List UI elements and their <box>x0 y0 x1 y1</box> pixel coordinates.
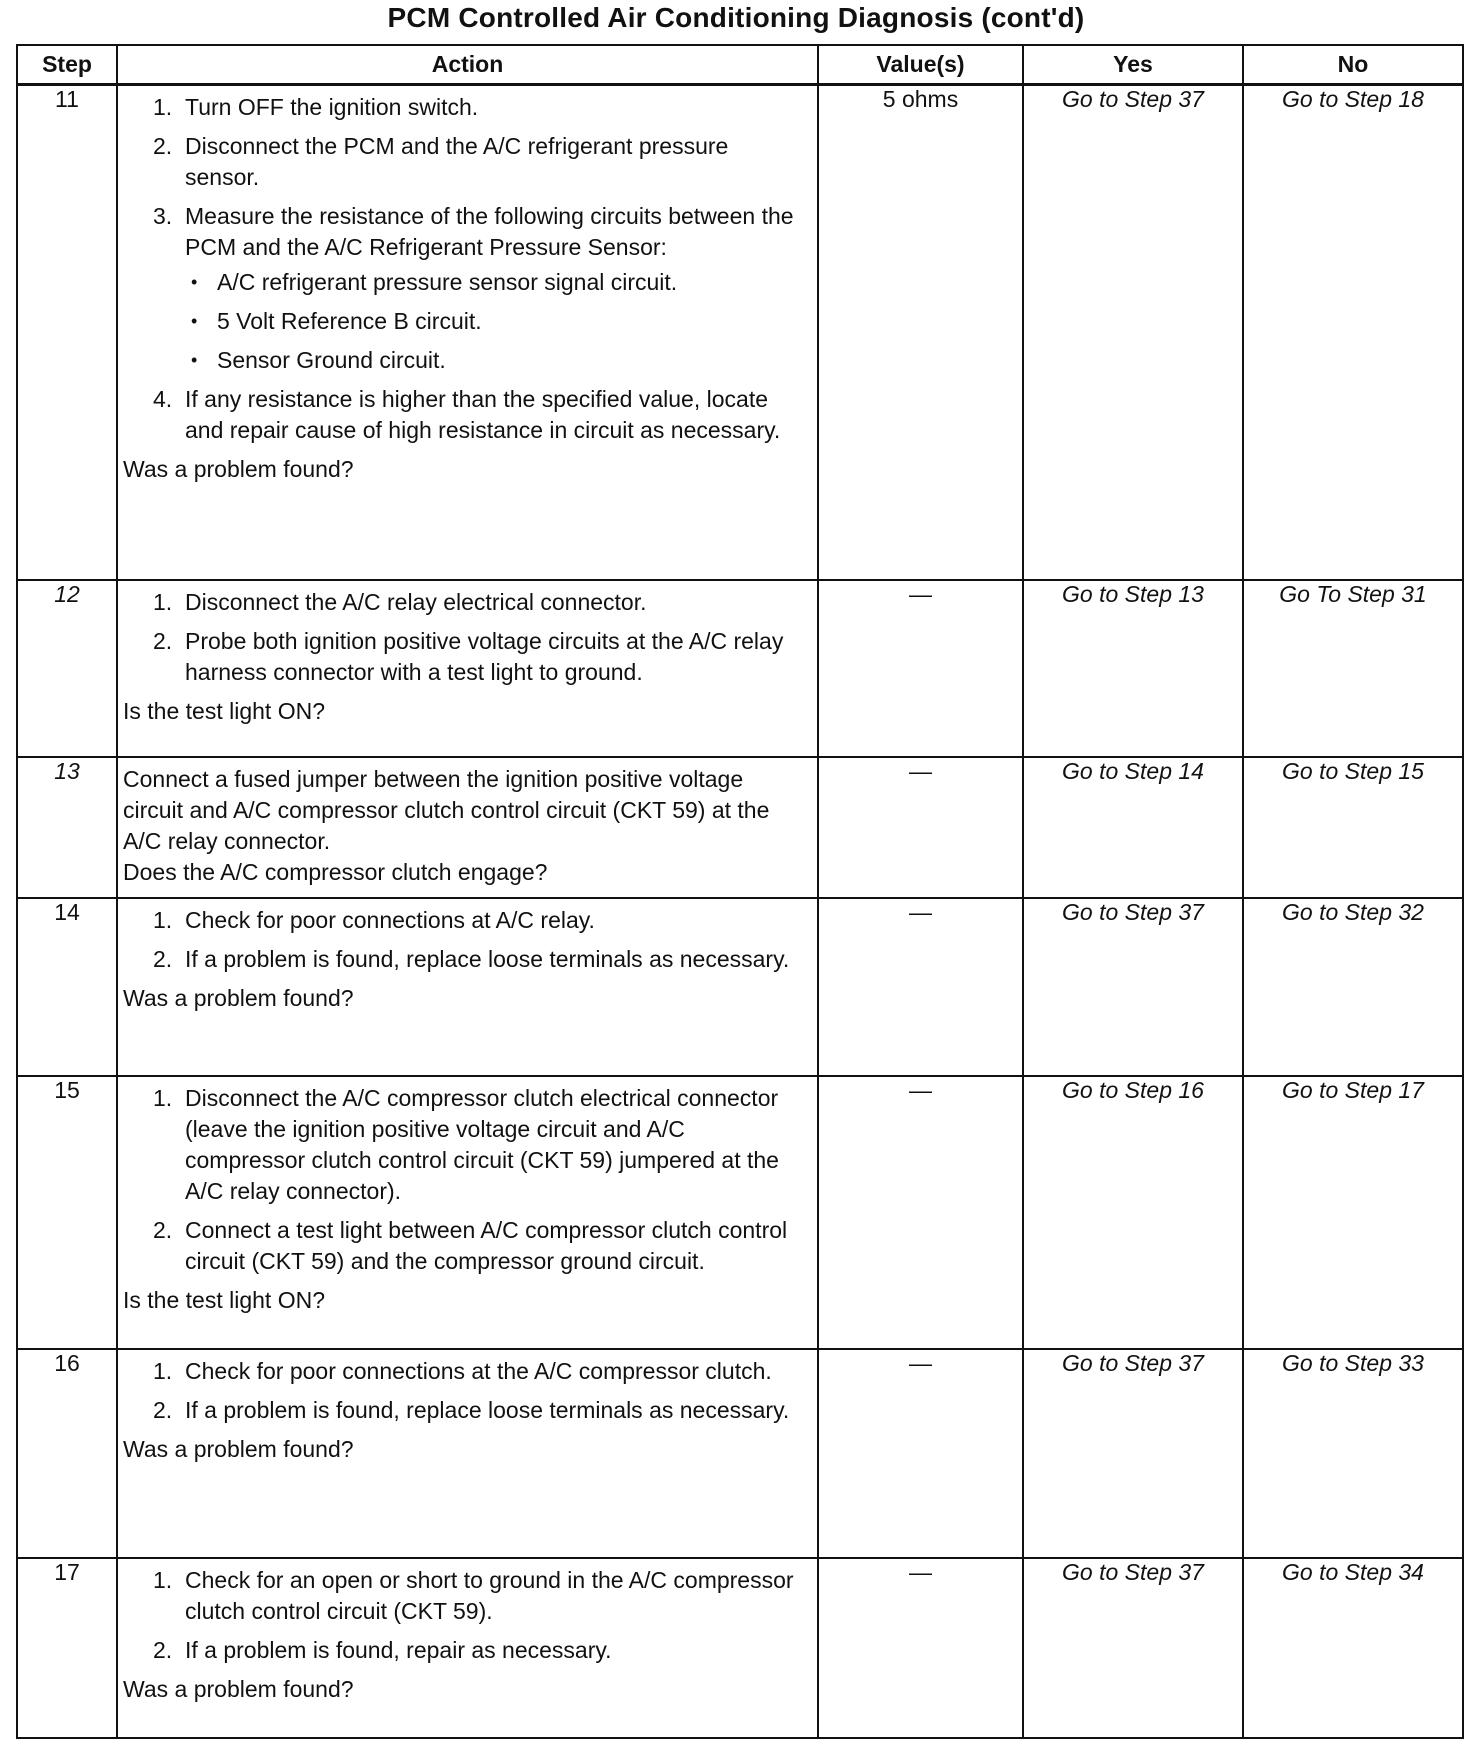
header-no: No <box>1243 45 1463 85</box>
action-question: Was a problem found? <box>123 1675 354 1702</box>
no-cell: Go to Step 18 <box>1243 85 1463 580</box>
action-step: Disconnect the A/C relay electrical connector. <box>185 588 647 615</box>
action-steps <box>123 92 803 454</box>
value-cell: — <box>818 1558 1023 1738</box>
no-cell: Go to Step 15 <box>1243 757 1463 898</box>
table-row <box>17 757 1463 898</box>
action-cell <box>117 757 818 898</box>
action-step: If a problem is found, replace loose terminals as necessary. <box>185 1396 790 1423</box>
action-step: If a problem is found, replace loose terminals as necessary. <box>185 945 790 972</box>
yes-cell: Go to Step 37 <box>1023 898 1243 1076</box>
action-step: Probe both ignition positive voltage circuits at the A/C relay harness connector with a test light to ground. <box>185 627 784 685</box>
yes-cell: Go to Step 37 <box>1023 1558 1243 1738</box>
action-step: Disconnect the A/C compressor clutch electrical connector (leave the ignition positive voltage circuit and A/C compressor clutch control circuit (CKT 59) jumpered at the A/C relay connector). <box>185 1084 779 1204</box>
no-cell: Go to Step 17 <box>1243 1076 1463 1349</box>
table-row <box>17 1558 1463 1738</box>
header-action: Action <box>117 45 818 85</box>
action-steps <box>123 1083 803 1285</box>
step-number: 11 <box>17 85 117 580</box>
step-number: 15 <box>17 1076 117 1349</box>
no-cell: Go To Step 31 <box>1243 580 1463 757</box>
action-step: Disconnect the PCM and the A/C refrigerant pressure sensor. <box>185 133 729 190</box>
circuit-item: • Sensor Ground circuit. <box>185 345 803 376</box>
step-number: 16 <box>17 1349 117 1558</box>
yes-cell: Go to Step 37 <box>1023 85 1243 580</box>
action-step: Check for poor connections at the A/C compressor clutch. <box>185 1357 772 1384</box>
action-cell <box>117 85 818 580</box>
value-cell: 5 ohms <box>818 85 1023 580</box>
step-number: 13 <box>17 757 117 898</box>
action-steps <box>123 587 803 696</box>
action-cell <box>117 1558 818 1738</box>
table-row <box>17 1349 1463 1558</box>
action-question: Was a problem found? <box>123 456 354 482</box>
table-row <box>17 85 1463 580</box>
circuit-item: • A/C refrigerant pressure sensor signal circuit. <box>185 267 803 298</box>
value-cell: — <box>818 1349 1023 1558</box>
action-steps <box>123 1565 803 1674</box>
action-step: Check for an open or short to ground in the A/C compressor clutch control circuit (CKT 59). <box>185 1566 794 1624</box>
diagnosis-table <box>16 44 1464 1739</box>
no-cell: Go to Step 33 <box>1243 1349 1463 1558</box>
yes-cell: Go to Step 16 <box>1023 1076 1243 1349</box>
circuit-list <box>185 267 803 376</box>
action-cell <box>117 1349 818 1558</box>
table-row <box>17 1076 1463 1349</box>
action-steps <box>123 905 803 983</box>
action-step: If any resistance is higher than the specified value, locate and repair cause of high resistance in circuit as necessary. <box>185 386 781 443</box>
action-question: Was a problem found? <box>123 984 354 1011</box>
no-cell: Go to Step 32 <box>1243 898 1463 1076</box>
action-question: Was a problem found? <box>123 1435 354 1462</box>
action-question: Is the test light ON? <box>123 697 325 724</box>
step-number: 14 <box>17 898 117 1076</box>
value-cell: — <box>818 898 1023 1076</box>
header-yes: Yes <box>1023 45 1243 85</box>
action-cell <box>117 580 818 757</box>
yes-cell: Go to Step 13 <box>1023 580 1243 757</box>
action-text: Connect a fused jumper between the ignition positive voltage circuit and A/C compressor clutch control circuit (CKT 59) at the A/C relay connector. <box>123 765 770 854</box>
action-steps <box>123 1356 803 1434</box>
action-cell <box>117 1076 818 1349</box>
action-step: Turn OFF the ignition switch. <box>185 94 479 120</box>
action-cell <box>117 898 818 1076</box>
value-cell: — <box>818 757 1023 898</box>
page-title: PCM Controlled Air Conditioning Diagnosis (cont'd) <box>387 2 1085 33</box>
action-question: Does the A/C compressor clutch engage? <box>123 858 548 885</box>
action-step: If a problem is found, repair as necessary. <box>185 1636 612 1663</box>
table-row <box>17 580 1463 757</box>
action-question: Is the test light ON? <box>123 1286 325 1313</box>
action-step: Connect a test light between A/C compressor clutch control circuit (CKT 59) and the compressor ground circuit. <box>185 1216 788 1274</box>
action-step <box>153 201 803 376</box>
yes-cell: Go to Step 37 <box>1023 1349 1243 1558</box>
value-cell: — <box>818 1076 1023 1349</box>
action-step: Check for poor connections at A/C relay. <box>185 906 595 933</box>
no-cell: Go to Step 34 <box>1243 1558 1463 1738</box>
yes-cell: Go to Step 14 <box>1023 757 1243 898</box>
action-step-text: Measure the resistance of the following circuits between the PCM and the A/C Refrigerant Pressure Sensor: <box>185 203 794 260</box>
circuit-item: • 5 Volt Reference B circuit. <box>185 306 803 337</box>
step-number: 12 <box>17 580 117 757</box>
header-row <box>17 45 1463 85</box>
step-number: 17 <box>17 1558 117 1738</box>
header-step: Step <box>17 45 117 85</box>
table-row <box>17 898 1463 1076</box>
header-value: Value(s) <box>818 45 1023 85</box>
value-cell: — <box>818 580 1023 757</box>
